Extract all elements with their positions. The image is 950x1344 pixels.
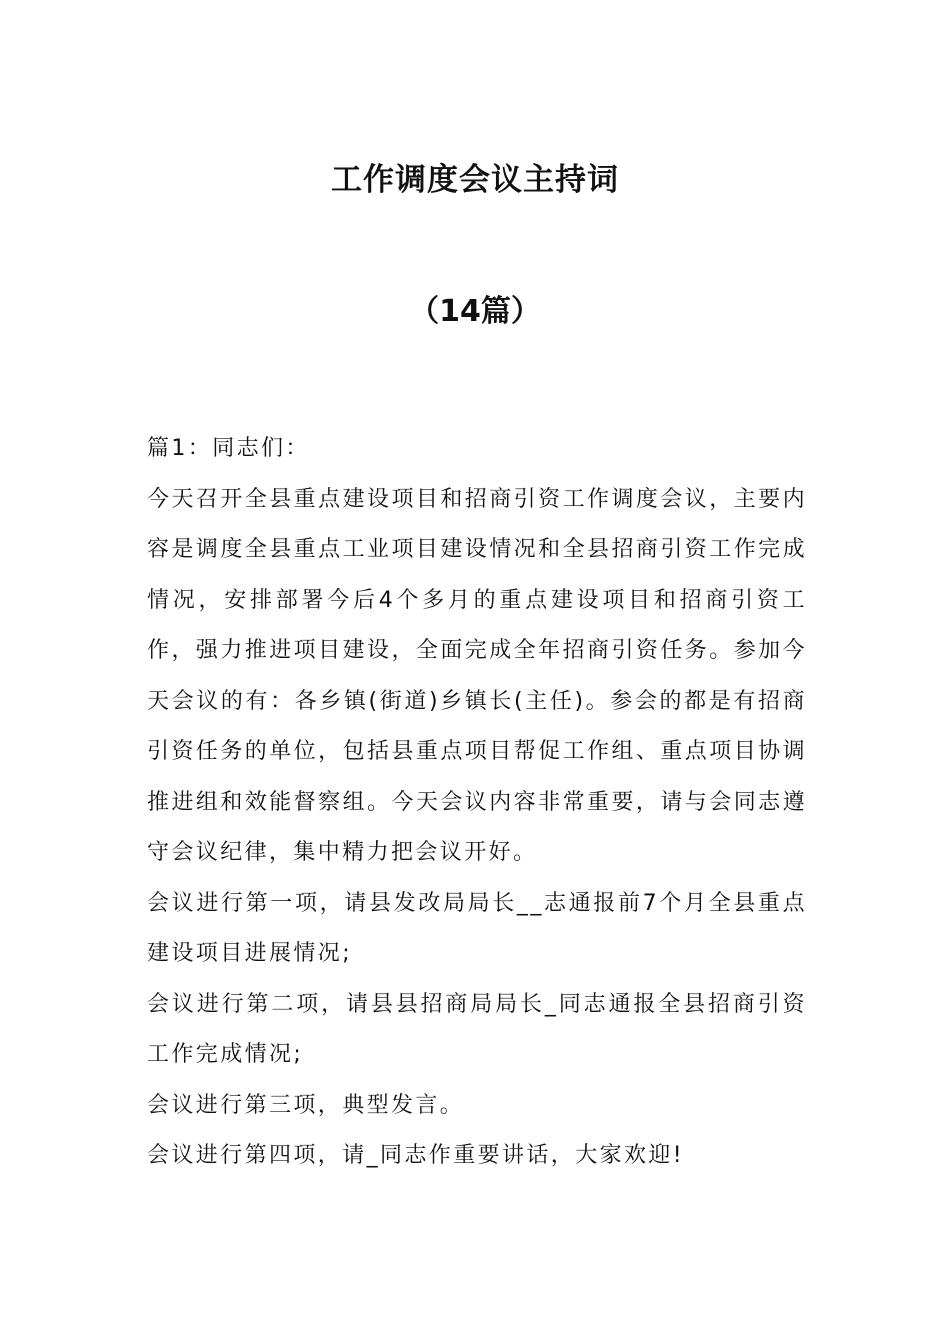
paragraph-item-4: 会议进行第四项，请_同志作重要讲话，大家欢迎! — [147, 1143, 685, 1168]
document-body — [147, 424, 807, 1182]
paragraph-item-2: 会议进行第二项，请县县招商局局长_同志通报全县招商引资工作完成情况; — [147, 991, 807, 1067]
document-title: 工作调度会议主持词 — [331, 162, 619, 198]
document-subtitle: （14篇） — [409, 294, 541, 329]
paragraph-item-3: 会议进行第三项，典型发言。 — [147, 1092, 465, 1118]
paragraph-item-1: 会议进行第一项，请县发改局局长__志通报前7个月全县重点建设项目进展情况; — [147, 890, 807, 966]
paragraph-greeting: 篇1：同志们： — [147, 436, 310, 461]
paragraph-intro: 今天召开全县重点建设项目和招商引资工作调度会议，主要内容是调度全县重点工业项目建设情况和全县招商引资工作完成情况，安排部署今后4个多月的重点建设项目和招商引资工作，强力推进项目建设，全面完成全年招商引资任务。参加今天会议的有：各乡镇(街道)乡镇长(主任)。参会的都是有招商引资任务的单位，包括县重点项目帮促工作组、重点项目协调推进组和效能督察组。今天会议内容非常重要，请与会同志遵守会议纪律，集中精力把会议开好。 — [147, 486, 807, 865]
